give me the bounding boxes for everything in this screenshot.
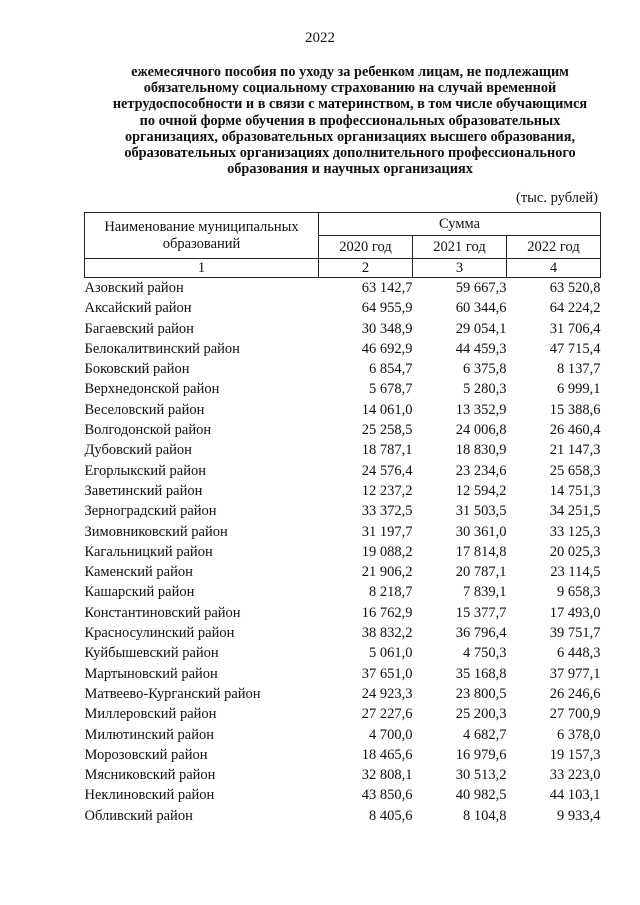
table-body xyxy=(85,278,601,827)
value-2021: 5 280,3 xyxy=(463,381,507,398)
value-2020: 12 237,2 xyxy=(361,482,413,499)
municipality-name: Кагальницкий район xyxy=(84,543,213,560)
value-2020: 27 227,6 xyxy=(361,706,413,723)
value-2021: 23 234,6 xyxy=(455,462,507,479)
budget-table xyxy=(84,212,601,826)
value-2022: 34 251,5 xyxy=(549,503,601,520)
table-row xyxy=(85,745,601,765)
municipality-name: Багаевский район xyxy=(84,320,194,337)
municipality-name: Дубовский район xyxy=(84,442,192,459)
table-row xyxy=(85,582,601,602)
value-2022: 8 137,7 xyxy=(557,361,601,378)
title-line: образовательных организациях дополнительного профессионального xyxy=(124,145,576,162)
municipality-name: Милютинский район xyxy=(84,726,214,743)
value-2021: 30 361,0 xyxy=(455,523,507,540)
table-row xyxy=(85,501,601,521)
table-row xyxy=(85,440,601,460)
table-row xyxy=(85,806,601,826)
table-row xyxy=(85,785,601,805)
value-2022: 31 706,4 xyxy=(549,320,601,337)
header-year-2022: 2022 год xyxy=(507,236,601,259)
municipality-name: Зимовниковский район xyxy=(84,523,228,540)
value-2022: 25 658,3 xyxy=(549,462,601,479)
value-2020: 21 906,2 xyxy=(361,564,413,581)
value-2022: 33 223,0 xyxy=(549,767,601,784)
municipality-name: Мясниковский район xyxy=(84,767,216,784)
value-2020: 18 465,6 xyxy=(361,746,413,763)
municipality-name: Мартыновский район xyxy=(84,665,218,682)
table-row xyxy=(85,623,601,643)
municipality-name: Обливский район xyxy=(84,807,193,824)
table-row xyxy=(85,704,601,724)
value-2022: 37 977,1 xyxy=(549,665,601,682)
value-2020: 16 762,9 xyxy=(361,604,413,621)
municipality-name: Миллеровский район xyxy=(84,706,217,723)
value-2021: 60 344,6 xyxy=(455,300,507,317)
header-col-number-1: 1 xyxy=(85,259,319,278)
value-2021: 15 377,7 xyxy=(455,604,507,621)
value-2022: 9 658,3 xyxy=(557,584,601,601)
value-2022: 23 114,5 xyxy=(550,564,601,581)
table-row xyxy=(85,562,601,582)
value-2021: 8 104,8 xyxy=(463,807,507,824)
table-row xyxy=(85,522,601,542)
value-2020: 64 955,9 xyxy=(361,300,413,317)
value-2021: 17 814,8 xyxy=(455,543,507,560)
table-row xyxy=(85,643,601,663)
municipality-name: Боковский район xyxy=(84,361,190,378)
table-row xyxy=(85,725,601,745)
header-year-2020: 2020 год xyxy=(319,236,413,259)
title-line: образования и научных организациях xyxy=(227,161,473,178)
municipality-name: Зерноградский район xyxy=(84,503,217,520)
value-2020: 8 405,6 xyxy=(369,807,413,824)
value-2022: 63 520,8 xyxy=(549,280,601,296)
municipality-name: Матвеево-Курганский район xyxy=(84,685,261,702)
value-2022: 6 999,1 xyxy=(557,381,601,398)
table-row xyxy=(85,359,601,379)
value-2021: 29 054,1 xyxy=(455,320,507,337)
value-2022: 47 715,4 xyxy=(549,340,601,357)
header-col-number-2: 2 xyxy=(319,259,413,278)
value-2021: 44 459,3 xyxy=(455,340,507,357)
title-line: обязательному социальному страхованию на случай временной xyxy=(143,80,557,97)
table-row xyxy=(85,664,601,684)
value-2020: 33 372,5 xyxy=(361,503,413,520)
table-row xyxy=(85,603,601,623)
value-2020: 31 197,7 xyxy=(361,523,413,540)
value-2021: 36 796,4 xyxy=(455,625,507,642)
value-2022: 26 246,6 xyxy=(549,685,601,702)
header-col-number-4: 4 xyxy=(507,259,601,278)
document-title xyxy=(80,64,620,177)
value-2020: 4 700,0 xyxy=(369,726,413,743)
value-2022: 19 157,3 xyxy=(549,746,601,763)
value-2022: 6 378,0 xyxy=(557,726,601,743)
value-2022: 6 448,3 xyxy=(557,645,601,662)
value-2022: 44 103,1 xyxy=(549,787,601,804)
table-row xyxy=(85,684,601,704)
value-2020: 46 692,9 xyxy=(361,340,413,357)
value-2020: 25 258,5 xyxy=(361,422,413,439)
value-2021: 4 682,7 xyxy=(463,726,507,743)
title-line: ежемесячного пособия по уходу за ребенком лицам, не подлежащим xyxy=(131,64,569,80)
value-2020: 5 678,7 xyxy=(369,381,413,398)
value-2021: 24 006,8 xyxy=(455,422,507,439)
value-2020: 5 061,0 xyxy=(369,645,413,662)
municipality-name: Белокалитвинский район xyxy=(84,340,240,357)
header-year-2021: 2021 год xyxy=(413,236,507,259)
municipality-name: Егорлыкский район xyxy=(84,462,206,479)
value-2022: 14 751,3 xyxy=(549,482,601,499)
value-2022: 26 460,4 xyxy=(549,422,601,439)
value-2021: 4 750,3 xyxy=(463,645,507,662)
municipality-name: Константиновский район xyxy=(84,604,241,621)
municipality-name: Куйбышевский район xyxy=(84,645,219,662)
value-2021: 20 787,1 xyxy=(455,564,507,581)
value-2020: 38 832,2 xyxy=(361,625,413,642)
municipality-name: Морозовский район xyxy=(84,746,208,763)
value-2021: 12 594,2 xyxy=(455,482,507,499)
table-row xyxy=(85,481,601,501)
value-2021: 25 200,3 xyxy=(455,706,507,723)
value-2020: 14 061,0 xyxy=(361,401,413,418)
header-sum: Сумма xyxy=(319,213,601,236)
table-row xyxy=(85,400,601,420)
value-2022: 15 388,6 xyxy=(549,401,601,418)
value-2022: 64 224,2 xyxy=(549,300,601,317)
header-municipality: Наименование муниципальных образований xyxy=(85,213,319,259)
municipality-name: Волгодонской район xyxy=(84,422,212,439)
table-row xyxy=(85,278,601,299)
municipality-name: Кашарский район xyxy=(84,584,195,601)
value-2022: 33 125,3 xyxy=(549,523,601,540)
value-2021: 16 979,6 xyxy=(455,746,507,763)
value-2020: 43 850,6 xyxy=(361,787,413,804)
title-line: по очной форме обучения в профессиональных образовательных xyxy=(139,112,561,129)
municipality-name: Каменский район xyxy=(84,564,193,581)
value-2021: 35 168,8 xyxy=(455,665,507,682)
value-2022: 27 700,9 xyxy=(549,706,601,723)
table-row xyxy=(85,765,601,785)
value-2021: 6 375,8 xyxy=(463,361,507,378)
table-row xyxy=(85,420,601,440)
value-2020: 24 576,4 xyxy=(361,462,413,479)
value-2021: 59 667,3 xyxy=(455,280,507,296)
value-2020: 24 923,3 xyxy=(361,685,413,702)
table-row xyxy=(85,461,601,481)
value-2022: 9 933,4 xyxy=(557,807,601,824)
title-line: организациях, образовательных организациях высшего образования, xyxy=(124,128,576,145)
table-header xyxy=(85,213,601,278)
value-2021: 7 839,1 xyxy=(463,584,507,601)
value-2020: 18 787,1 xyxy=(361,442,413,459)
value-2021: 30 513,2 xyxy=(455,767,507,784)
value-2020: 6 854,7 xyxy=(369,361,413,378)
value-2020: 30 348,9 xyxy=(361,320,413,337)
page-number: 2022 xyxy=(305,30,335,46)
value-2020: 32 808,1 xyxy=(361,767,413,784)
value-2021: 40 982,5 xyxy=(455,787,507,804)
table-row xyxy=(85,339,601,359)
municipality-name: Верхнедонской район xyxy=(84,381,220,398)
municipality-name: Аксайский район xyxy=(84,300,192,317)
value-2022: 39 751,7 xyxy=(549,625,601,642)
table-row xyxy=(85,379,601,399)
value-2022: 20 025,3 xyxy=(549,543,601,560)
table-row xyxy=(85,319,601,339)
value-2021: 13 352,9 xyxy=(455,401,507,418)
title-line: нетрудоспособности и в связи с материнством, в том числе обучающимся xyxy=(112,96,588,113)
units-label: (тыс. рублей) xyxy=(516,190,598,206)
value-2020: 63 142,7 xyxy=(361,280,413,296)
table-row xyxy=(85,542,601,562)
value-2020: 19 088,2 xyxy=(361,543,413,560)
table-row xyxy=(85,298,601,318)
value-2020: 37 651,0 xyxy=(361,665,413,682)
municipality-name: Заветинский район xyxy=(84,482,203,499)
value-2021: 18 830,9 xyxy=(455,442,507,459)
municipality-name: Веселовский район xyxy=(84,401,205,418)
value-2022: 17 493,0 xyxy=(549,604,601,621)
value-2021: 23 800,5 xyxy=(455,685,507,702)
municipality-name: Красносулинский район xyxy=(84,625,235,642)
header-col-number-3: 3 xyxy=(413,259,507,278)
municipality-name: Неклиновский район xyxy=(84,787,215,804)
municipality-name: Азовский район xyxy=(84,280,184,296)
value-2021: 31 503,5 xyxy=(455,503,507,520)
value-2020: 8 218,7 xyxy=(369,584,413,601)
value-2022: 21 147,3 xyxy=(549,442,601,459)
